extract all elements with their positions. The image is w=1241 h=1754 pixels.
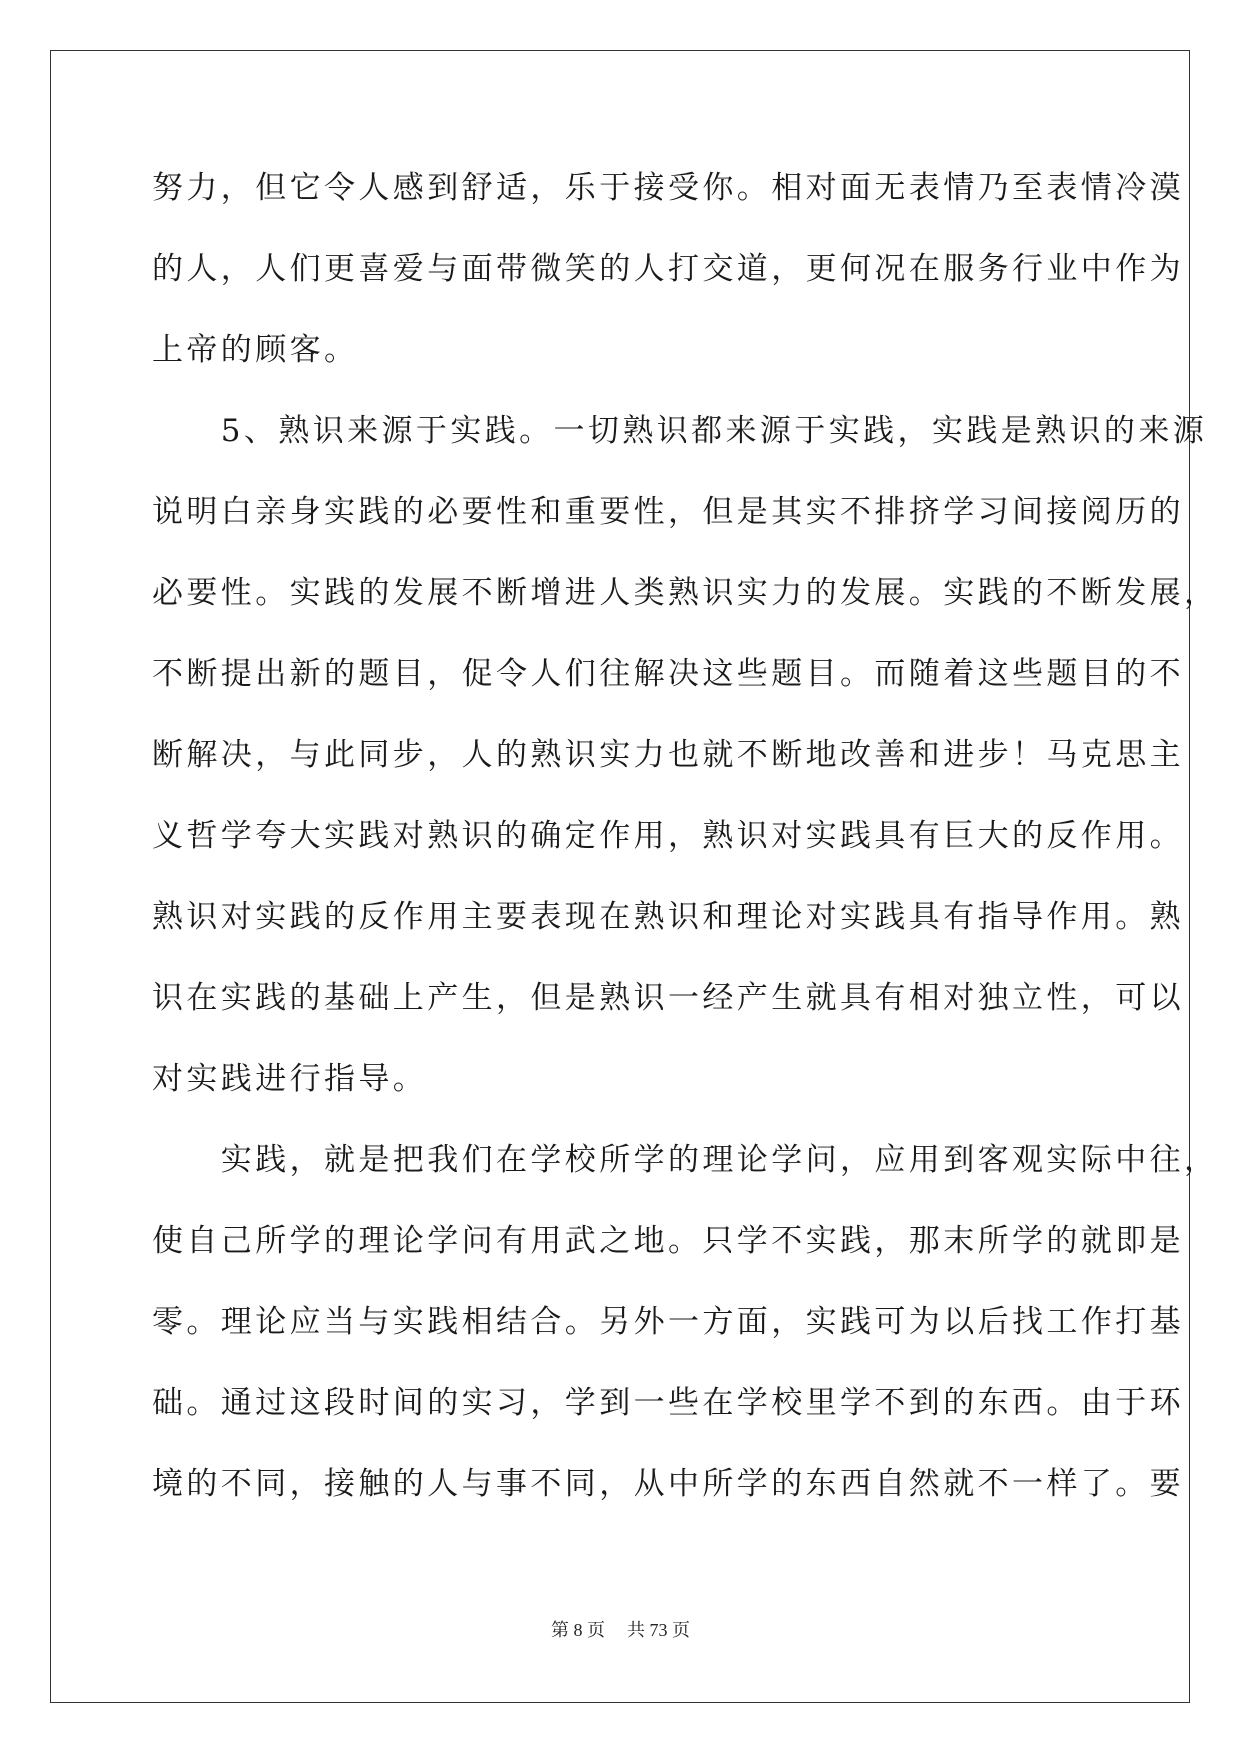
text-line: 必要性。实践的发展不断增进人类熟识实力的发展。实践的不断发展， (152, 575, 1219, 611)
text-line: 使自己所学的理论学问有用武之地。只学不实践，那末所学的就即是 (152, 1223, 1184, 1259)
page-footer (0, 1618, 1241, 1642)
text-line: 5、熟识来源于实践。一切熟识都来源于实践，实践是熟识的来源 (152, 413, 1208, 449)
text-line: 境的不同，接触的人与事不同，从中所学的东西自然就不一样了。要 (152, 1466, 1184, 1502)
text-line: 说明白亲身实践的必要性和重要性，但是其实不排挤学习间接阅历的 (152, 494, 1184, 530)
text-line: 熟识对实践的反作用主要表现在熟识和理论对实践具有指导作用。熟 (152, 899, 1184, 935)
text-line: 不断提出新的题目，促令人们往解决这些题目。而随着这些题目的不 (152, 656, 1184, 692)
text-line: 础。通过这段时间的实习，学到一些在学校里学不到的东西。由于环 (152, 1385, 1184, 1421)
text-line: 的人，人们更喜爱与面带微笑的人打交道，更何况在服务行业中作为 (152, 251, 1184, 287)
text-line: 实践，就是把我们在学校所学的理论学问，应用到客观实际中往， (152, 1142, 1219, 1178)
text-line: 义哲学夸大实践对熟识的确定作用，熟识对实践具有巨大的反作用。 (152, 818, 1184, 854)
page-total: 共 73 页 (627, 1620, 690, 1640)
page-number: 第 8 页 (551, 1620, 605, 1640)
text-line: 努力，但它令人感到舒适，乐于接受你。相对面无表情乃至表情冷漠 (152, 170, 1184, 206)
text-line: 上帝的顾客。 (152, 332, 359, 368)
text-line: 零。理论应当与实践相结合。另外一方面，实践可为以后找工作打基 (152, 1304, 1184, 1340)
text-line: 对实践进行指导。 (152, 1061, 428, 1097)
document-body (152, 148, 1219, 1525)
text-line: 识在实践的基础上产生，但是熟识一经产生就具有相对独立性，可以 (152, 980, 1184, 1016)
text-line: 断解决，与此同步，人的熟识实力也就不断地改善和进步！马克思主 (152, 737, 1184, 773)
